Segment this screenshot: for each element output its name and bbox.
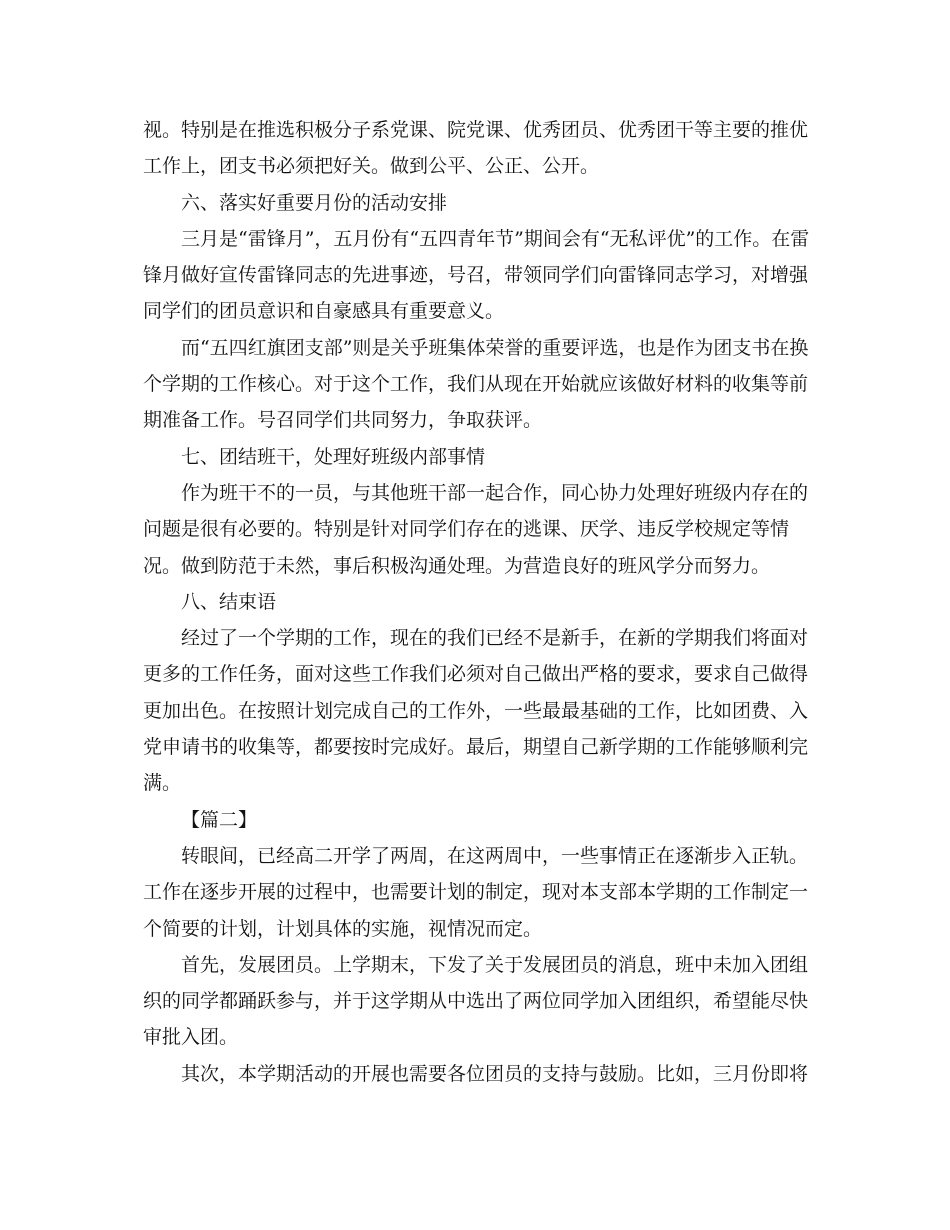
text-line: 党申请书的收集等，都要按时完成好。最后，期望自己新学期的工作能够顺利完 xyxy=(143,736,809,759)
document-body xyxy=(143,112,810,1092)
text-line: 八、结束语 xyxy=(181,590,277,613)
text-line: 六、落实好重要月份的活动安排 xyxy=(181,191,448,214)
text-line: 作为班干不的一员，与其他班干部一起合作，同心协力处理好班级内存在的 xyxy=(181,481,809,504)
text-line: 满。 xyxy=(143,772,182,795)
text-line: 首先，发展团员。上学期末，下发了关于发展团员的消息，班中未加入团组 xyxy=(181,953,809,976)
text-line: 锋月做好宣传雷锋同志的先进事迹，号召，带领同学们向雷锋同志学习，对增强 xyxy=(143,264,809,287)
text-line: 期准备工作。号召同学们共同努力，争取获评。 xyxy=(143,409,543,432)
text-line: 织的同学都踊跃参与，并于这学期从中选出了两位同学加入团组织，希望能尽快 xyxy=(143,990,809,1013)
text-line: 审批入团。 xyxy=(143,1026,239,1049)
text-line: 而“五四红旗团支部”则是关乎班集体荣誉的重要评选，也是作为团支书在换 xyxy=(181,336,809,359)
text-line: 其次，本学期活动的开展也需要各位团员的支持与鼓励。比如，三月份即将 xyxy=(181,1062,809,1085)
text-line: 经过了一个学期的工作，现在的我们已经不是新手，在新的学期我们将面对 xyxy=(181,627,809,650)
text-line: 转眼间，已经高二开学了两周，在这两周中，一些事情正在逐渐步入正轨。 xyxy=(181,844,809,867)
text-line: 三月是“雷锋月”，五月份有“五四青年节”期间会有“无私评优”的工作。在雷 xyxy=(181,227,810,250)
text-line: 工作上，团支书必须把好关。做到公平、公正、公开。 xyxy=(143,155,600,178)
text-line: 七、团结班干，处理好班级内部事情 xyxy=(181,445,486,468)
text-line: 个简要的计划，计划具体的实施，视情况而定。 xyxy=(143,917,543,940)
text-line: 况。做到防范于未然，事后积极沟通处理。为营造良好的班风学分而努力。 xyxy=(143,554,771,577)
text-line: 个学期的工作核心。对于这个工作，我们从现在开始就应该做好材料的收集等前 xyxy=(143,373,809,396)
text-line: 同学们的团员意识和自豪感具有重要意义。 xyxy=(143,300,505,323)
text-line: 视。特别是在推选积极分子系党课、院党课、优秀团员、优秀团干等主要的推优 xyxy=(143,119,809,141)
text-line: 更加出色。在按照计划完成自己的工作外，一些最最基础的工作，比如团费、入 xyxy=(143,699,809,722)
text-line: 【篇二】 xyxy=(181,808,258,831)
text-line: 问题是很有必要的。特别是针对同学们存在的逃课、厌学、违反学校规定等情 xyxy=(143,518,790,541)
text-line: 更多的工作任务，面对这些工作我们必须对自己做出严格的要求，要求自己做得 xyxy=(143,663,809,686)
text-line: 工作在逐步开展的过程中，也需要计划的制定，现对本支部本学期的工作制定一 xyxy=(143,881,809,904)
